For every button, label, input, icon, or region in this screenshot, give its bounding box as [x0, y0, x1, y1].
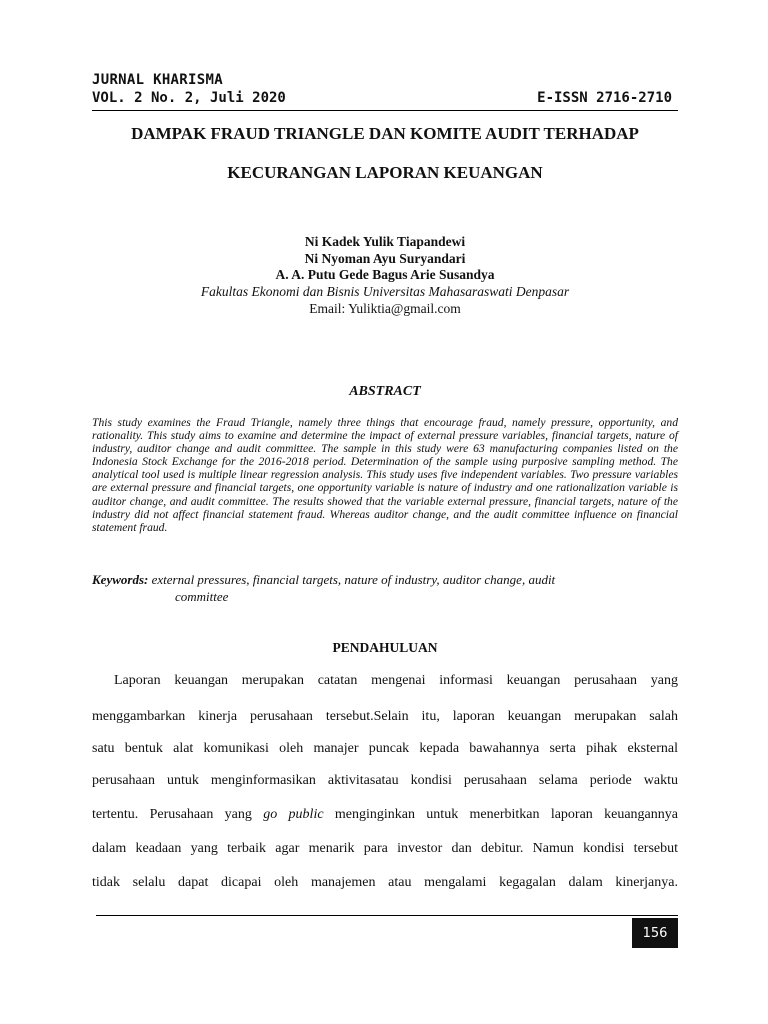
- abstract-heading: ABSTRACT: [349, 384, 421, 399]
- body-line-3: satu bentuk alat komunikasi oleh manajer puncak kepada bawahannya serta pihak eksternal: [92, 741, 678, 756]
- section-heading: PENDAHULUAN: [332, 640, 438, 655]
- body-line-7: tidak selalu dapat dicapai oleh manajemen atau mengalami kegagalan dalam kinerjanya.: [92, 875, 678, 890]
- keywords-continuation: committee: [175, 589, 229, 604]
- abstract-text: This study examines the Fraud Triangle, namely three things that encourage fraud, namely pressure, opportunity, and rationality. This study aims to examine and determine the impact of external pressure variables, financial targets, nature of industry, auditor change and audit committee. The sample in this study were 63 manufacturing companies listed on the Indonesia Stock Exchange for the 2016-2018 period. Determination of the sample using purposive sampling method. The analytical tool used is multiple linear regression analysis. This study uses five independent variables. Two pressure variables are external pressure and financial targets, one opportunity variable is nature of industry and one rationalization variable is auditor change, and audit committee. The results showed that the variable external pressure, financial targets, nature of the industry did not affect financial statement fraud. Whereas auditor change, and the audit committee influence on financial statement fraud.: [92, 416, 678, 534]
- author-2: Ni Nyoman Ayu Suryandari: [304, 251, 466, 266]
- body-line-2: menggambarkan kinerja perusahaan tersebut.Selain itu, laporan keuangan merupakan salah: [92, 709, 678, 724]
- page-number: 156: [632, 918, 678, 948]
- keywords-label: Keywords:: [92, 572, 149, 587]
- paper-title-line-2: KECURANGAN LAPORAN KEUANGAN: [227, 163, 543, 182]
- journal-name: JURNAL KHARISMA: [92, 72, 223, 88]
- header-rule: [92, 110, 678, 111]
- affiliation: Fakultas Ekonomi dan Bisnis Universitas Mahasaraswati Denpasar: [200, 284, 570, 299]
- body-line-5: [92, 807, 678, 823]
- body-line-4: perusahaan untuk menginformasikan aktivitasatau kondisi perusahaan selama periode waktu: [92, 773, 678, 788]
- body-line-5-start: tertentu. Perusahaan yang: [92, 807, 264, 822]
- author-1: Ni Kadek Yulik Tiapandewi: [304, 234, 466, 249]
- journal-volume: VOL. 2 No. 2, Juli 2020: [92, 90, 286, 106]
- keywords: [92, 572, 678, 588]
- footer-rule: [96, 915, 678, 916]
- body-line-5-end: menginginkan untuk menerbitkan laporan keuangannya: [323, 807, 678, 822]
- go-public-term: go public: [263, 807, 324, 822]
- body-line-1: Laporan keuangan merupakan catatan mengenai informasi keuangan perusahaan yang: [114, 673, 678, 688]
- body-line-6: dalam keadaan yang terbaik agar menarik para investor dan debitur. Namun kondisi tersebut: [92, 841, 678, 856]
- author-email: Email: Yuliktia@gmail.com: [309, 301, 461, 316]
- journal-issn: E-ISSN 2716-2710: [537, 90, 672, 106]
- author-3: A. A. Putu Gede Bagus Arie Susandya: [275, 267, 495, 282]
- paper-title-line-1: DAMPAK FRAUD TRIANGLE DAN KOMITE AUDIT TERHADAP: [131, 124, 639, 143]
- keywords-text: external pressures, financial targets, nature of industry, auditor change, audit: [151, 572, 556, 587]
